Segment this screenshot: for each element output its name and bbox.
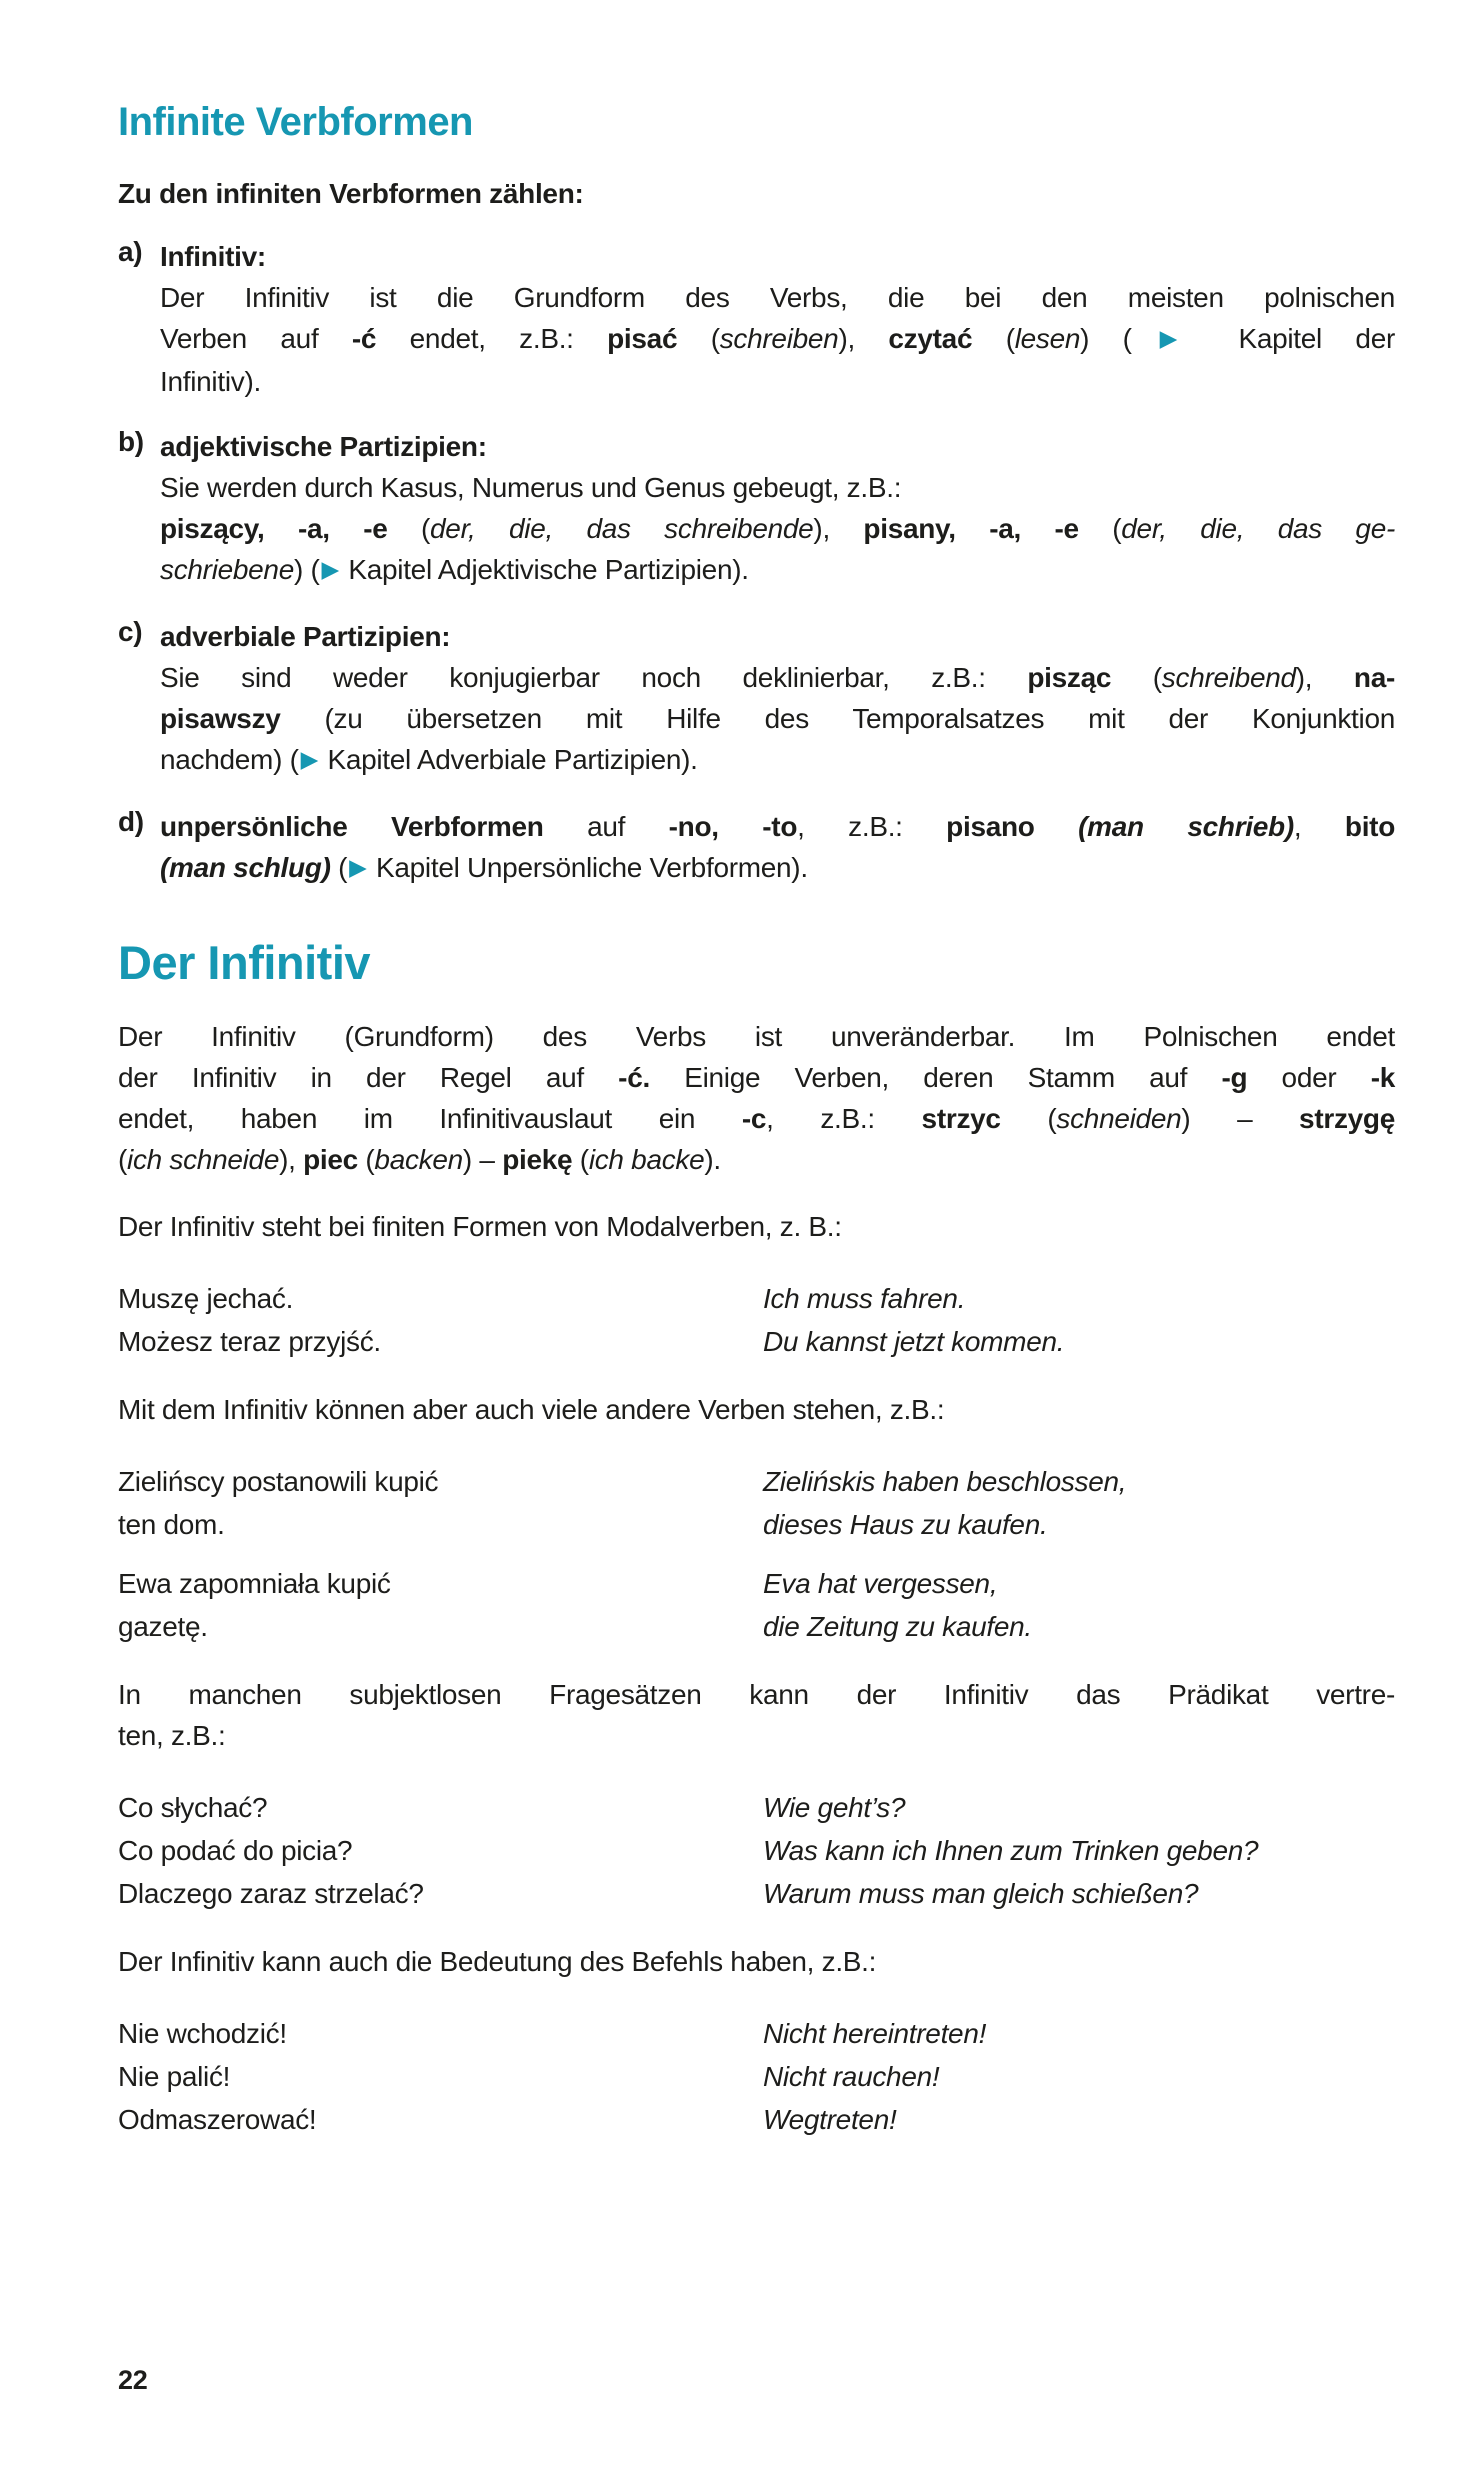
chapter-arrow-icon: ▶: [300, 746, 318, 772]
polish-example: [118, 1460, 763, 1546]
example-line: Co podać do picia?: [118, 1835, 353, 1866]
german-translation: [763, 1872, 1395, 1915]
example-line: Co słychać?: [118, 1792, 268, 1823]
text-line: (man schlug) (▶ Kapitel Unpersönliche Verbformen).: [160, 852, 808, 883]
text-line: ten, z.B.:: [118, 1720, 226, 1751]
item-label: a): [118, 236, 143, 267]
example-line: Muszę jechać.: [118, 1283, 294, 1314]
german-translation: [763, 1829, 1395, 1872]
polish-example: [118, 2055, 763, 2098]
example-line: Nie wchodzić!: [118, 2018, 287, 2049]
text-line: schriebene) (▶ Kapitel Adjektivische Partizipien).: [160, 554, 749, 585]
example-line: Ewa zapomniała kupić: [118, 1568, 391, 1599]
example-group-modalverben: [118, 1277, 1395, 1363]
list-item-unpersoenliche-verbformen: [118, 806, 1395, 890]
item-content: [160, 426, 1395, 592]
text-line: nachdem) (▶ Kapitel Adverbiale Partizipien).: [160, 744, 698, 775]
german-translation: [763, 2055, 1395, 2098]
text-line: unpersönliche Verbformen auf -no, -to, z.B.: pisano (man schrieb), bito: [160, 811, 1396, 842]
example-line: Wegtreten!: [763, 2104, 897, 2135]
chapter-arrow-icon: ▶: [1133, 325, 1203, 351]
chapter-title: Infinite Verbformen: [118, 100, 473, 144]
item-label: d): [118, 806, 144, 837]
chapter-arrow-icon: ▶: [321, 556, 339, 582]
german-translation: [763, 1562, 1395, 1648]
text-line: Infinitiv).: [160, 366, 261, 397]
example-row: [118, 1320, 1395, 1363]
german-translation: [763, 1320, 1395, 1363]
example-group-befehl: [118, 2012, 1395, 2141]
example-line: Zielińskis haben beschlossen,: [763, 1466, 1127, 1497]
intro-sentence: Zu den infiniten Verbformen zählen:: [118, 178, 584, 209]
example-line: Nicht hereintreten!: [763, 2018, 987, 2049]
paragraph-infinitiv-intro: [118, 1016, 1395, 1180]
example-row: [118, 1872, 1395, 1915]
text-line: In manchen subjektlosen Fragesätzen kann der Infinitiv das Prädikat vertre-: [118, 1679, 1395, 1710]
example-row: [118, 1829, 1395, 1872]
example-line: Odmaszerować!: [118, 2104, 317, 2135]
example-line: Nie palić!: [118, 2061, 231, 2092]
paragraph-befehl: Der Infinitiv kann auch die Bedeutung des Befehls haben, z.B.:: [118, 1946, 877, 1977]
text-line: endet, haben im Infinitivauslaut ein -c, z.B.: strzyc (schneiden) – strzygę: [118, 1103, 1395, 1134]
text-line: piszący, -a, -e (der, die, das schreibende), pisany, -a, -e (der, die, das ge-: [160, 513, 1395, 544]
example-line: ten dom.: [118, 1509, 225, 1540]
item-heading: adverbiale Partizipien:: [160, 621, 451, 652]
text-line: der Infinitiv in der Regel auf -ć. Einige Verben, deren Stamm auf -g oder -k: [118, 1062, 1395, 1093]
example-line: Ich muss fahren.: [763, 1283, 966, 1314]
item-label: c): [118, 616, 143, 647]
text-line: (ich schneide), piec (backen) – piekę (ich backe).: [118, 1144, 721, 1175]
example-line: Eva hat vergessen,: [763, 1568, 998, 1599]
german-translation: [763, 1460, 1395, 1546]
section-title: Der Infinitiv: [118, 936, 371, 989]
item-content: [160, 236, 1395, 402]
page-number: 22: [118, 2365, 148, 2395]
example-row: [118, 2055, 1395, 2098]
example-group-andere-verben: [118, 1460, 1395, 1648]
item-label: b): [118, 426, 144, 457]
polish-example: [118, 1786, 763, 1829]
example-line: Wie geht’s?: [763, 1792, 906, 1823]
german-translation: [763, 2098, 1395, 2141]
polish-example: [118, 1829, 763, 1872]
example-line: die Zeitung zu kaufen.: [763, 1611, 1032, 1642]
german-translation: [763, 1786, 1395, 1829]
example-line: Dlaczego zaraz strzelać?: [118, 1878, 424, 1909]
example-row: [118, 1562, 1395, 1648]
polish-example: [118, 1277, 763, 1320]
example-line: Du kannst jetzt kommen.: [763, 1326, 1065, 1357]
german-translation: [763, 2012, 1395, 2055]
example-row: [118, 2098, 1395, 2141]
chapter-arrow-icon: ▶: [349, 854, 367, 880]
example-line: gazetę.: [118, 1611, 208, 1642]
example-row: [118, 1277, 1395, 1320]
polish-example: [118, 1872, 763, 1915]
polish-example: [118, 1562, 763, 1648]
example-line: Zielińscy postanowili kupić: [118, 1466, 439, 1497]
item-content: [160, 806, 1395, 890]
example-line: Was kann ich Ihnen zum Trinken geben?: [763, 1835, 1259, 1866]
list-item-infinitiv: [118, 236, 1395, 402]
example-line: Nicht rauchen!: [763, 2061, 940, 2092]
german-translation: [763, 1277, 1395, 1320]
paragraph-modalverben: Der Infinitiv steht bei finiten Formen von Modalverben, z. B.:: [118, 1211, 842, 1242]
example-line: dieses Haus zu kaufen.: [763, 1509, 1048, 1540]
example-row: [118, 2012, 1395, 2055]
list-item-adverbiale-partizipien: [118, 616, 1395, 782]
text-line: Der Infinitiv ist die Grundform des Verbs, die bei den meisten polnischen: [160, 282, 1395, 313]
item-content: [160, 616, 1395, 782]
text-line: Der Infinitiv (Grundform) des Verbs ist unveränderbar. Im Polnischen endet: [118, 1021, 1395, 1052]
text-line: Sie werden durch Kasus, Numerus und Genus gebeugt, z.B.:: [160, 472, 902, 503]
text-line: Sie sind weder konjugierbar noch deklinierbar, z.B.: pisząc (schreibend), na-: [160, 662, 1395, 693]
item-heading: Infinitiv:: [160, 241, 266, 272]
example-group-fragesaetze: [118, 1786, 1395, 1915]
list-item-adjektivische-partizipien: [118, 426, 1395, 592]
example-row: [118, 1460, 1395, 1546]
polish-example: [118, 2012, 763, 2055]
paragraph-fragesaetze: [118, 1674, 1395, 1756]
text-line: pisawszy (zu übersetzen mit Hilfe des Temporalsatzes mit der Konjunktion: [160, 703, 1395, 734]
polish-example: [118, 1320, 763, 1363]
item-heading: adjektivische Partizipien:: [160, 431, 487, 462]
polish-example: [118, 2098, 763, 2141]
example-line: Warum muss man gleich schießen?: [763, 1878, 1199, 1909]
text-line: Verben auf -ć endet, z.B.: pisać (schreiben), czytać (lesen) (▶ Kapitel der: [160, 323, 1395, 354]
example-row: [118, 1786, 1395, 1829]
paragraph-andere-verben: Mit dem Infinitiv können aber auch viele andere Verben stehen, z.B.:: [118, 1394, 945, 1425]
example-line: Możesz teraz przyjść.: [118, 1326, 381, 1357]
